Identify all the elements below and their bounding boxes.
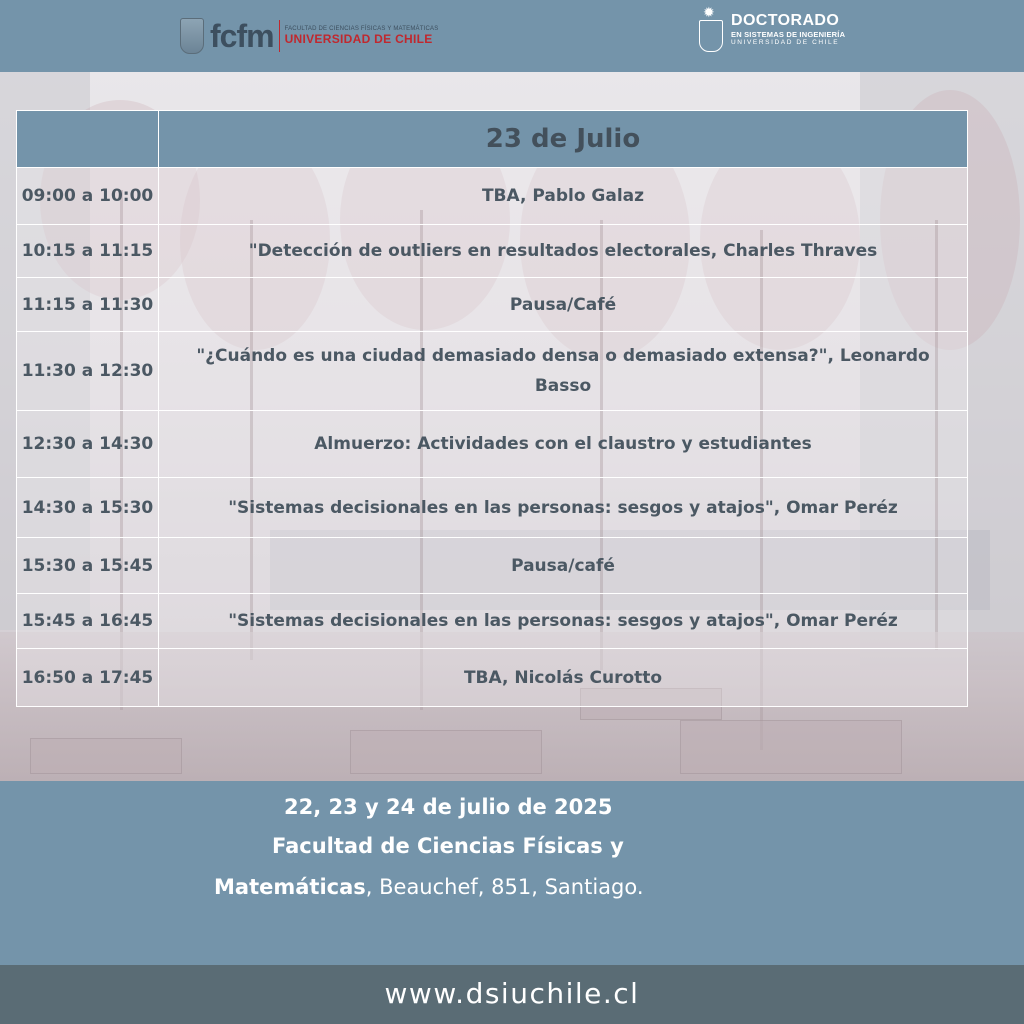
- time-column-header: [17, 111, 159, 168]
- row-event: Almuerzo: Actividades con el claustro y estudiantes: [159, 411, 968, 478]
- doctorado-subtitle: EN SISTEMAS DE INGENIERÍA: [731, 30, 846, 39]
- schedule-table: [16, 110, 968, 707]
- table-header-row: [17, 111, 968, 168]
- doctorado-title: DOCTORADO: [731, 12, 840, 29]
- website-link[interactable]: www.dsiuchile.cl: [384, 977, 640, 1010]
- table-row: [17, 225, 968, 278]
- row-event: TBA, Nicolás Curotto: [159, 649, 968, 707]
- row-event: "Detección de outliers en resultados electorales, Charles Thraves: [159, 225, 968, 278]
- fcfm-wordmark: fcfm: [210, 17, 274, 54]
- row-time: 16:50 a 17:45: [17, 649, 159, 707]
- table-row: [17, 411, 968, 478]
- table-row: [17, 332, 968, 411]
- row-event: Pausa/Café: [159, 278, 968, 332]
- venue-faculty: Facultad de Ciencias Físicas y: [272, 834, 624, 858]
- row-event: "¿Cuándo es una ciudad demasiado densa o demasiado extensa?", Leonardo Basso: [159, 332, 968, 411]
- fcfm-logo: [180, 14, 438, 58]
- fcfm-university-text: UNIVERSIDAD DE CHILE: [284, 32, 433, 46]
- doctorado-logo: [697, 6, 845, 52]
- doctorado-crest-icon: ✹: [697, 6, 723, 52]
- website-bar: [0, 965, 1024, 1024]
- header-bar: [0, 0, 1024, 72]
- row-time: 15:45 a 16:45: [17, 594, 159, 649]
- table-row: [17, 278, 968, 332]
- venue-street: , Beauchef, 851, Santiago.: [365, 875, 644, 899]
- venue-address: [214, 875, 644, 899]
- table-row: [17, 538, 968, 594]
- doctorado-university: UNIVERSIDAD DE CHILE: [731, 39, 840, 46]
- fcfm-faculty-text: FACULTAD DE CIENCIAS FÍSICAS Y MATEMÁTICAS: [284, 26, 439, 32]
- row-event: "Sistemas decisionales en las personas: sesgos y atajos", Omar Peréz: [159, 478, 968, 538]
- row-event: "Sistemas decisionales en las personas: sesgos y atajos", Omar Peréz: [159, 594, 968, 649]
- row-time: 10:15 a 11:15: [17, 225, 159, 278]
- event-dates: 22, 23 y 24 de julio de 2025: [284, 795, 613, 819]
- table-row: [17, 168, 968, 225]
- row-time: 12:30 a 14:30: [17, 411, 159, 478]
- row-time: 11:15 a 11:30: [17, 278, 159, 332]
- university-crest-icon: [180, 18, 204, 54]
- row-time: 11:30 a 12:30: [17, 332, 159, 411]
- row-time: 15:30 a 15:45: [17, 538, 159, 594]
- footer-info: [0, 781, 1024, 965]
- row-time: 14:30 a 15:30: [17, 478, 159, 538]
- row-event: TBA, Pablo Galaz: [159, 168, 968, 225]
- table-row: [17, 649, 968, 707]
- row-time: 09:00 a 10:00: [17, 168, 159, 225]
- table-row: [17, 478, 968, 538]
- table-row: [17, 594, 968, 649]
- day-title: 23 de Julio: [159, 111, 968, 168]
- venue-faculty-cont: Matemáticas: [214, 875, 366, 899]
- row-event: Pausa/café: [159, 538, 968, 594]
